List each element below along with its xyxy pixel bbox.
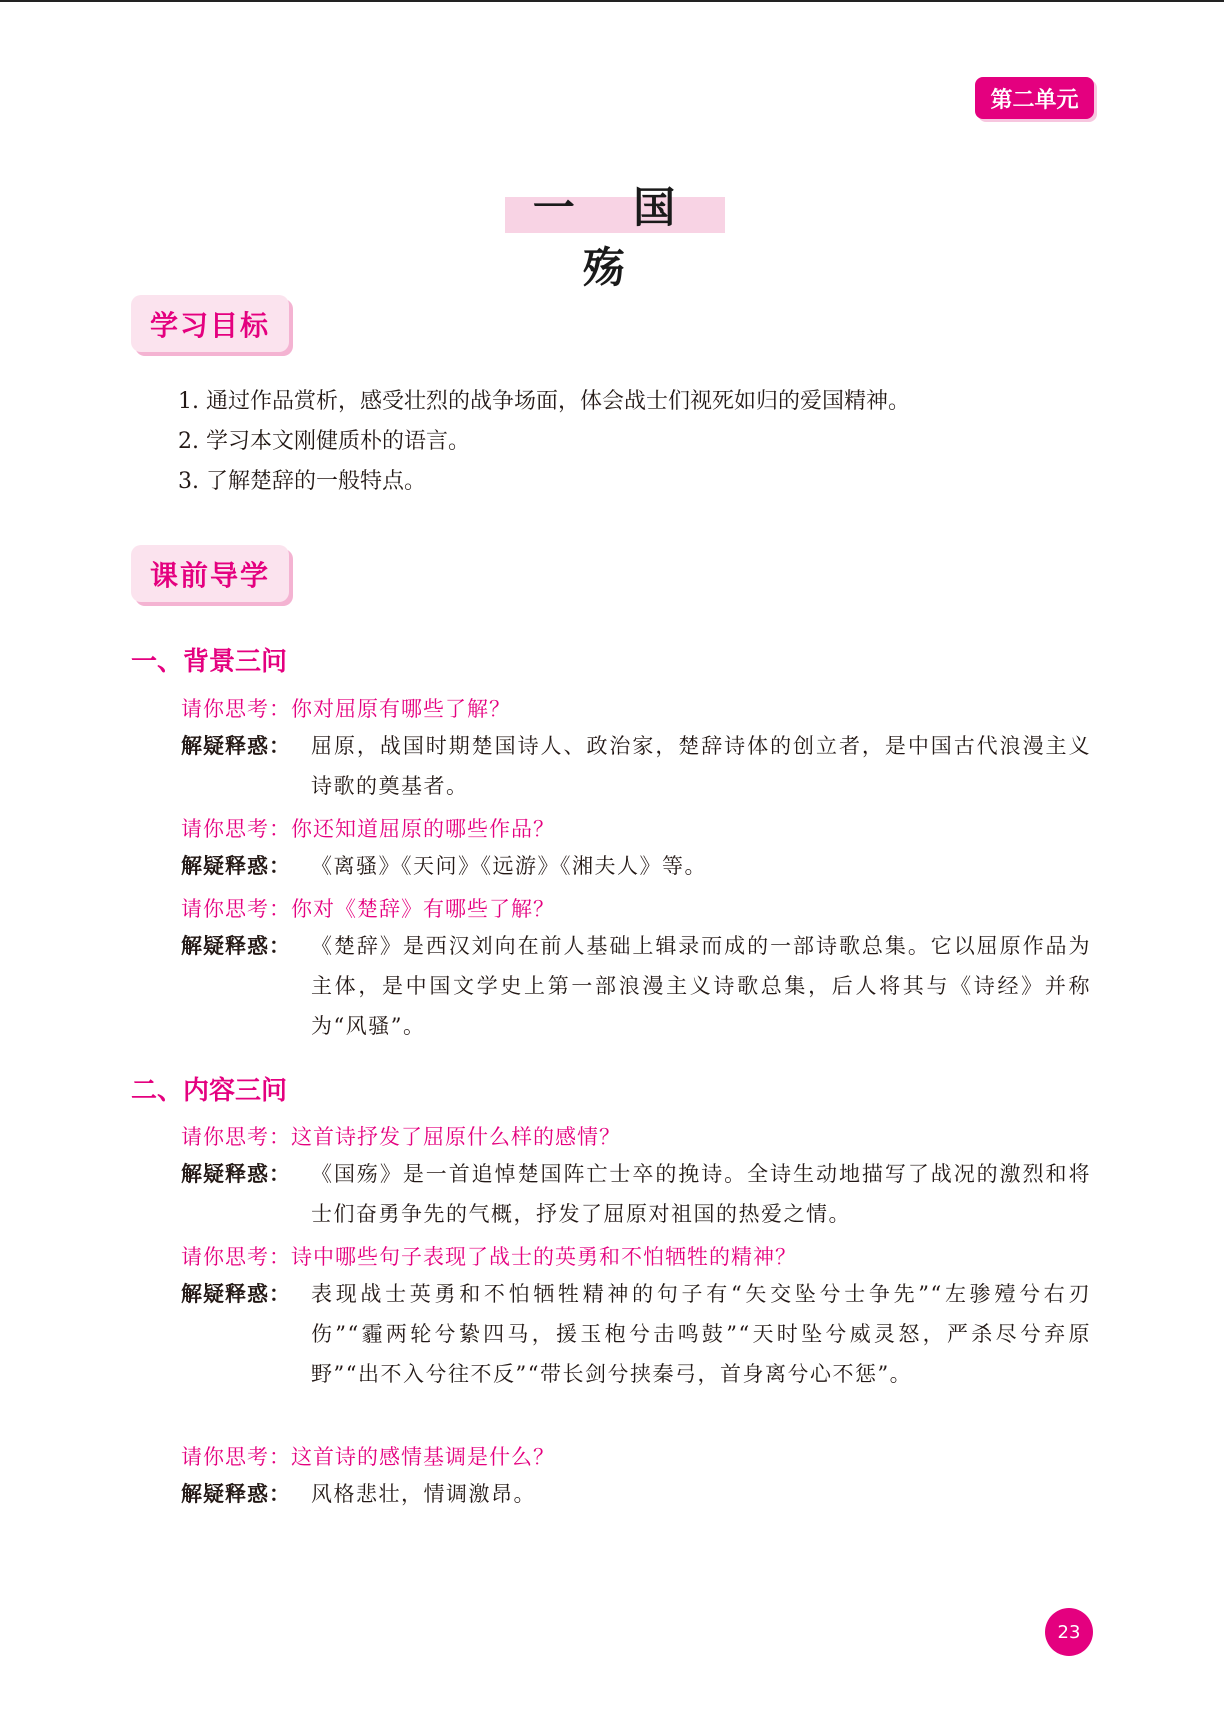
answer	[181, 1154, 1091, 1234]
answer-label: 解疑释惑：	[181, 1162, 291, 1186]
question-text: 你对屈原有哪些了解？	[291, 697, 511, 721]
answer	[181, 1274, 1091, 1394]
answer-label: 解疑释惑：	[181, 934, 291, 958]
question-text: 你对《楚辞》有哪些了解？	[291, 897, 555, 921]
answer	[181, 726, 1091, 806]
question-text: 这首诗抒发了屈原什么样的感情？	[291, 1125, 621, 1149]
answer-label: 解疑释惑：	[181, 1482, 291, 1506]
answer-label: 解疑释惑：	[181, 854, 291, 878]
answer-text: 屈原，战国时期楚国诗人、政治家，楚辞诗体的创立者，是中国古代浪漫主义诗歌的奠基者。	[311, 734, 1091, 798]
answer-text: 风格悲壮，情调激昂。	[311, 1482, 536, 1506]
answer-text: 《楚辞》是西汉刘向在前人基础上辑录而成的一部诗歌总集。它以屈原作品为主体，是中国文学史上第一部浪漫主义诗歌总集，后人将其与《诗经》并称为“风骚”。	[311, 934, 1091, 1038]
objectives-tag: 学习目标	[131, 295, 289, 352]
question-label: 请你思考：	[181, 897, 291, 921]
question-text: 这首诗的感情基调是什么？	[291, 1445, 555, 1469]
question-text: 你还知道屈原的哪些作品？	[291, 817, 555, 841]
top-rule	[0, 0, 1224, 2]
answer-text: 《离骚》《天问》《远游》《湘夫人》等。	[311, 854, 707, 878]
question	[181, 813, 555, 843]
answer-label: 解疑释惑：	[181, 1282, 291, 1306]
section-heading-content: 二、内容三问	[131, 1076, 288, 1106]
unit-tab: 第二单元	[975, 77, 1094, 119]
preview-tag: 课前导学	[131, 545, 289, 602]
question	[181, 1441, 555, 1471]
answer	[181, 926, 1091, 1046]
section-heading-background: 一、背景三问	[131, 647, 288, 677]
answer-label: 解疑释惑：	[181, 734, 291, 758]
page-number: 23	[1045, 1608, 1093, 1656]
question	[181, 1241, 797, 1271]
question	[181, 693, 511, 723]
question-label: 请你思考：	[181, 1245, 291, 1269]
objective-item: 1. 通过作品赏析，感受壮烈的战争场面，体会战士们视死如归的爱国精神。	[178, 389, 910, 414]
question-label: 请你思考：	[181, 1125, 291, 1149]
question	[181, 893, 555, 923]
lesson-title: 一 国 殇	[532, 183, 698, 292]
question-label: 请你思考：	[181, 817, 291, 841]
question	[181, 1121, 621, 1151]
answer-text: 《国殇》是一首追悼楚国阵亡士卒的挽诗。全诗生动地描写了战况的激烈和将士们奋勇争先的气概，抒发了屈原对祖国的热爱之情。	[311, 1162, 1091, 1226]
answer	[181, 1474, 1091, 1514]
question-label: 请你思考：	[181, 697, 291, 721]
question-label: 请你思考：	[181, 1445, 291, 1469]
answer	[181, 846, 1091, 886]
answer-text: 表现战士英勇和不怕牺牲精神的句子有“矢交坠兮士争先”“左骖殪兮右刃伤”“霾两轮兮絷四马，援玉枹兮击鸣鼓”“天时坠兮威灵怒，严杀尽兮弃原野”“出不入兮往不反”“带长剑兮挟秦弓，首身离兮心不惩”。	[311, 1282, 1091, 1386]
question-text: 诗中哪些句子表现了战士的英勇和不怕牺牲的精神？	[291, 1245, 797, 1269]
objective-item: 2. 学习本文刚健质朴的语言。	[178, 429, 470, 454]
objective-item: 3. 了解楚辞的一般特点。	[178, 469, 426, 494]
